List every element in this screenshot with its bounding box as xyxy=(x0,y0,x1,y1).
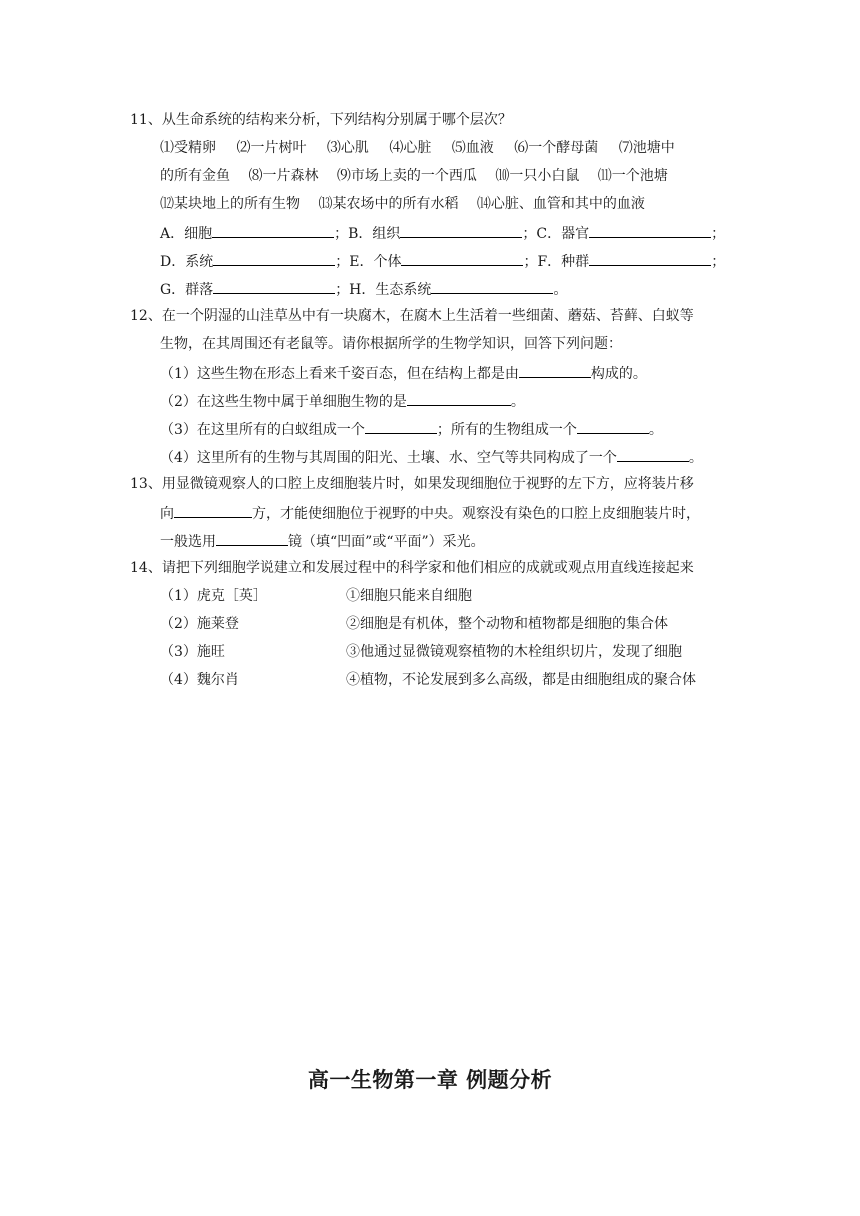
q12-sub-1 xyxy=(160,362,647,384)
q11-blank-a[interactable] xyxy=(212,222,334,238)
q13-line-3-tail: 镜（填“凹面”或“平面”）采光。 xyxy=(288,534,485,550)
q11-label-g: G．群落 xyxy=(160,282,214,298)
q11-stem: 11、从生命系统的结构来分析，下列结构分别属于哪个层次？ xyxy=(130,112,512,128)
q11-label-c: ；C．器官 xyxy=(522,226,590,242)
q13-line-2-head: 向 xyxy=(160,506,174,522)
q11-label-a: A．细胞 xyxy=(160,226,213,242)
q11-sep-f: ； xyxy=(711,254,726,270)
q14-achievement-1: ①细胞只能来自细胞 xyxy=(346,588,472,604)
q11-blank-d[interactable] xyxy=(213,250,335,266)
page-title: 高一生物第一章 例题分析 xyxy=(307,1068,553,1092)
q12-stem-2: 生物，在其周围还有老鼠等。请你根据所学的生物学知识，回答下列问题： xyxy=(160,336,622,352)
q13-blank-2[interactable] xyxy=(216,530,288,546)
q12-blank-1[interactable] xyxy=(519,362,591,378)
q12-sub-4-text: （4）这里所有的生物与其周围的阳光、土壤、水、空气等共同构成了一个 xyxy=(160,450,617,466)
q12-blank-3a[interactable] xyxy=(365,418,437,434)
q11-row-def xyxy=(160,250,725,272)
q12-blank-4[interactable] xyxy=(617,446,689,462)
q11-options-line-2: 的所有金鱼 ⑻一片森林 ⑼市场上卖的一个西瓜 ⑽一只小白鼠 ⑾一个池塘 xyxy=(160,168,668,184)
q11-blank-g[interactable] xyxy=(213,278,335,294)
q14-stem: 14、请把下列细胞学说建立和发展过程中的科学家和他们相应的成就或观点用直线连接起来 xyxy=(130,560,694,576)
q14-achievement-3: ③他通过显微镜观察植物的木栓组织切片，发现了细胞 xyxy=(346,644,682,660)
q13-line-2-tail: 方，才能使细胞位于视野的中央。观察没有染色的口腔上皮细胞装片时， xyxy=(252,506,700,522)
q14-scientist-1: （1）虎克［英］ xyxy=(160,588,267,604)
q12-sub-3 xyxy=(160,418,663,440)
q12-sub-3-mid: ；所有的生物组成一个 xyxy=(436,422,577,438)
q12-sub-3-text: （3）在这里所有的白蚁组成一个 xyxy=(160,422,365,438)
q14-scientist-3: （3）施旺 xyxy=(160,644,225,660)
q11-row-gh xyxy=(160,278,567,300)
q12-sub-1-text: （1）这些生物在形态上看来千姿百态，但在结构上都是由 xyxy=(160,366,519,382)
q12-sub-2-tail: 。 xyxy=(510,394,525,410)
q12-blank-3b[interactable] xyxy=(577,418,649,434)
q11-blank-f[interactable] xyxy=(589,250,711,266)
q11-options-line-3: ⑿某块地上的所有生物 ⒀某农场中的所有水稻 ⒁心脏、血管和其中的血液 xyxy=(160,196,645,212)
q14-achievement-2: ②细胞是有机体，整个动物和植物都是细胞的集合体 xyxy=(346,616,668,632)
q12-sub-2 xyxy=(160,390,525,412)
q11-label-e: ；E．个体 xyxy=(335,254,402,270)
q13-blank-1[interactable] xyxy=(174,502,252,518)
q12-sub-2-text: （2）在这些生物中属于单细胞生物的是 xyxy=(160,394,407,410)
q11-blank-b[interactable] xyxy=(400,222,522,238)
q13-line-3 xyxy=(160,530,485,552)
q12-sub-3-tail: 。 xyxy=(648,422,663,438)
q14-scientist-2: （2）施莱登 xyxy=(160,616,239,632)
q13-line-3-head: 一般选用 xyxy=(160,534,216,550)
q11-label-b: ；B．组织 xyxy=(334,226,401,242)
q11-label-h: ；H．生态系统 xyxy=(335,282,432,298)
q12-sub-4-tail: 。 xyxy=(688,450,703,466)
q11-label-f: ；F．种群 xyxy=(523,254,590,270)
q12-stem-1: 12、在一个阴湿的山洼草丛中有一块腐木，在腐木上生活着一些细菌、蘑菇、苔藓、白蚁等 xyxy=(130,308,694,324)
q13-line-2 xyxy=(160,502,700,524)
q14-scientist-4: （4）魏尔肖 xyxy=(160,672,239,688)
q11-blank-e[interactable] xyxy=(401,250,523,266)
q12-blank-2[interactable] xyxy=(407,390,511,406)
q11-end: 。 xyxy=(553,282,568,298)
q11-row-abc xyxy=(160,222,725,244)
q14-achievement-4: ④植物，不论发展到多么高级，都是由细胞组成的聚合体 xyxy=(346,672,696,688)
q11-label-d: D．系统 xyxy=(160,254,214,270)
q11-options-line-1: ⑴受精卵 ⑵一片树叶 ⑶心肌 ⑷心脏 ⑸血液 ⑹一个酵母菌 ⑺池塘中 xyxy=(160,140,675,156)
q11-sep-c: ； xyxy=(711,226,726,242)
q12-sub-4 xyxy=(160,446,703,468)
q13-line-1: 13、用显微镜观察人的口腔上皮细胞装片时，如果发现细胞位于视野的左下方，应将装片移 xyxy=(130,476,694,492)
q11-blank-h[interactable] xyxy=(431,278,553,294)
q11-blank-c[interactable] xyxy=(589,222,711,238)
q12-sub-1-tail: 构成的。 xyxy=(590,366,647,382)
